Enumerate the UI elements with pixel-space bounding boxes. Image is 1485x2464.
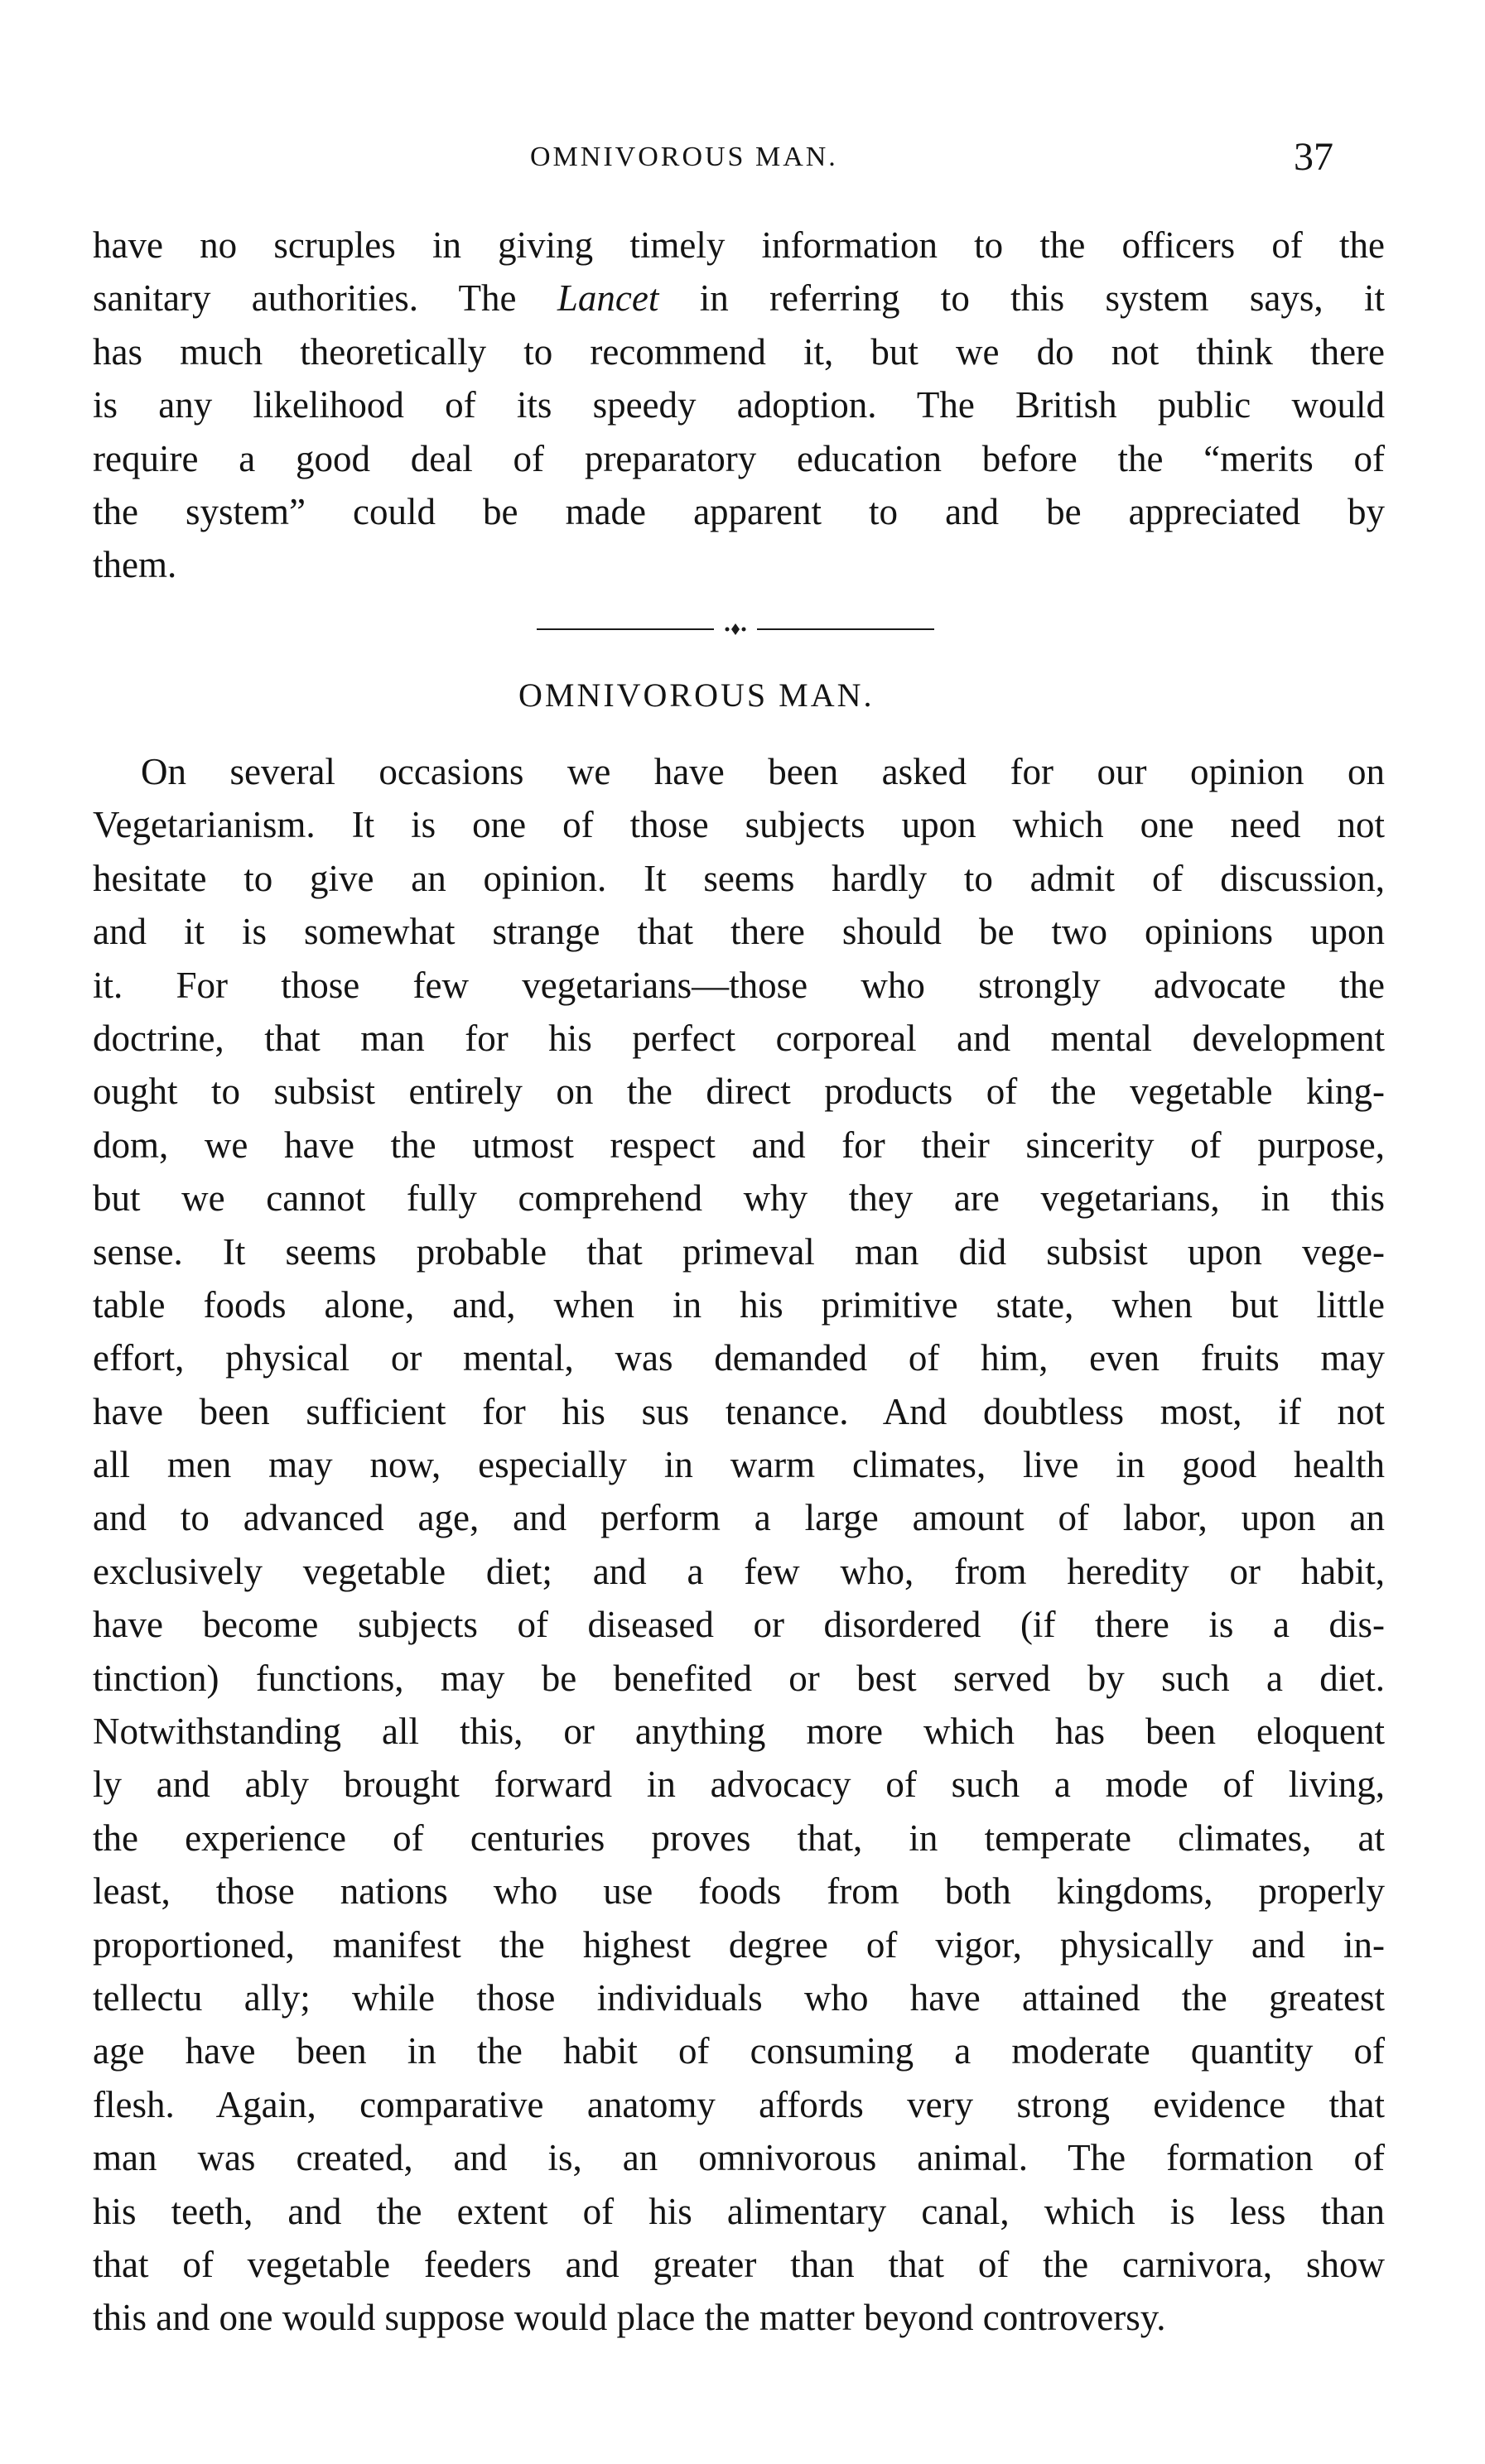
continued-paragraph xyxy=(93,219,1385,592)
text-line: least, those nations who use foods from both kingdoms, properly xyxy=(93,1870,1385,1913)
text-line: doctrine, that man for his perfect corporeal and mental development xyxy=(93,1017,1385,1059)
text-line: his teeth, and the extent of his alimentary canal, which is less than xyxy=(93,2190,1385,2232)
text-line: hesitate to give an opinion. It seems hardly to admit of discussion, xyxy=(93,857,1385,899)
text-line: Vegetarianism. It is one of those subjects upon which one need not xyxy=(93,804,1385,846)
text-line: dom, we have the utmost respect and for their sincerity of purpose, xyxy=(93,1124,1385,1166)
divider-rule-left xyxy=(537,628,714,630)
text-line: and it is somewhat strange that there should be two opinions upon xyxy=(93,911,1385,953)
omnivorous-man-paragraph xyxy=(93,745,1385,2345)
journal-name: Lancet xyxy=(557,277,659,320)
text-line: all men may now, especially in warm climates, live in good health xyxy=(93,1444,1385,1486)
ornament-icon xyxy=(724,621,747,638)
text-line: On several occasions we have been asked for our opinion on xyxy=(141,751,1385,792)
text-line: ought to subsist entirely on the direct products of the vegetable king- xyxy=(93,1071,1385,1113)
text-line: proportioned, manifest the highest degree of vigor, physically and in- xyxy=(93,1923,1385,1966)
text-line: them. xyxy=(93,544,177,586)
text-line: but we cannot fully comprehend why they are vegetarians, in this xyxy=(93,1177,1385,1220)
text-line: this and one would suppose would place the matter beyond controversy. xyxy=(93,2297,1166,2339)
text-line: and to advanced age, and perform a large amount of labor, upon an xyxy=(93,1497,1385,1539)
text-line: table foods alone, and, when in his primitive state, when but little xyxy=(93,1283,1385,1326)
divider-rule-right xyxy=(757,628,934,630)
running-head: OMNIVOROUS MAN. xyxy=(530,142,838,172)
text-line: the system” could be made apparent to and be appreciated by xyxy=(93,490,1385,532)
text-line: sanitary authorities. The Lancet in referring to this system says, it xyxy=(93,277,1385,320)
section-title: OMNIVOROUS MAN. xyxy=(518,676,875,714)
text-line: age have been in the habit of consuming a moderate quantity of xyxy=(93,2030,1385,2072)
text-line: ly and ably brought forward in advocacy of such a mode of living, xyxy=(93,1764,1385,1806)
text-line: have no scruples in giving timely information to the officers of the xyxy=(93,224,1385,266)
text-line: has much theoretically to recommend it, but we do not think there xyxy=(93,330,1385,373)
text-line: it. For those few vegetarians—those who strongly advocate the xyxy=(93,964,1385,1006)
text-line: man was created, and is, an omnivorous animal. The formation of xyxy=(93,2137,1385,2179)
text-line: sense. It seems probable that primeval man did subsist upon vege- xyxy=(93,1230,1385,1273)
text-line: Notwithstanding all this, or anything more which has been eloquent xyxy=(93,1711,1385,1753)
section-divider xyxy=(537,621,934,638)
text-line: effort, physical or mental, was demanded of him, even fruits may xyxy=(93,1337,1385,1379)
text-line: have been sufficient for his sus tenance. And doubtless most, if not xyxy=(93,1390,1385,1432)
text-line: require a good deal of preparatory education before the “merits of xyxy=(93,437,1385,479)
text-line: tinction) functions, may be benefited or best served by such a diet. xyxy=(93,1657,1385,1699)
page-number: 37 xyxy=(1294,135,1333,179)
text-line: flesh. Again, comparative anatomy affords very strong evidence that xyxy=(93,2083,1385,2125)
text-line: exclusively vegetable diet; and a few who, from heredity or habit, xyxy=(93,1550,1385,1592)
text-line: that of vegetable feeders and greater than that of the carnivora, show xyxy=(93,2243,1385,2285)
text-line: tellectu ally; while those individuals who have attained the greatest xyxy=(93,1976,1385,2019)
text-line: have become subjects of diseased or disordered (if there is a dis- xyxy=(93,1604,1385,1646)
text-line: the experience of centuries proves that, in temperate climates, at xyxy=(93,1817,1385,1859)
text-line: is any likelihood of its speedy adoption. The British public would xyxy=(93,384,1385,426)
